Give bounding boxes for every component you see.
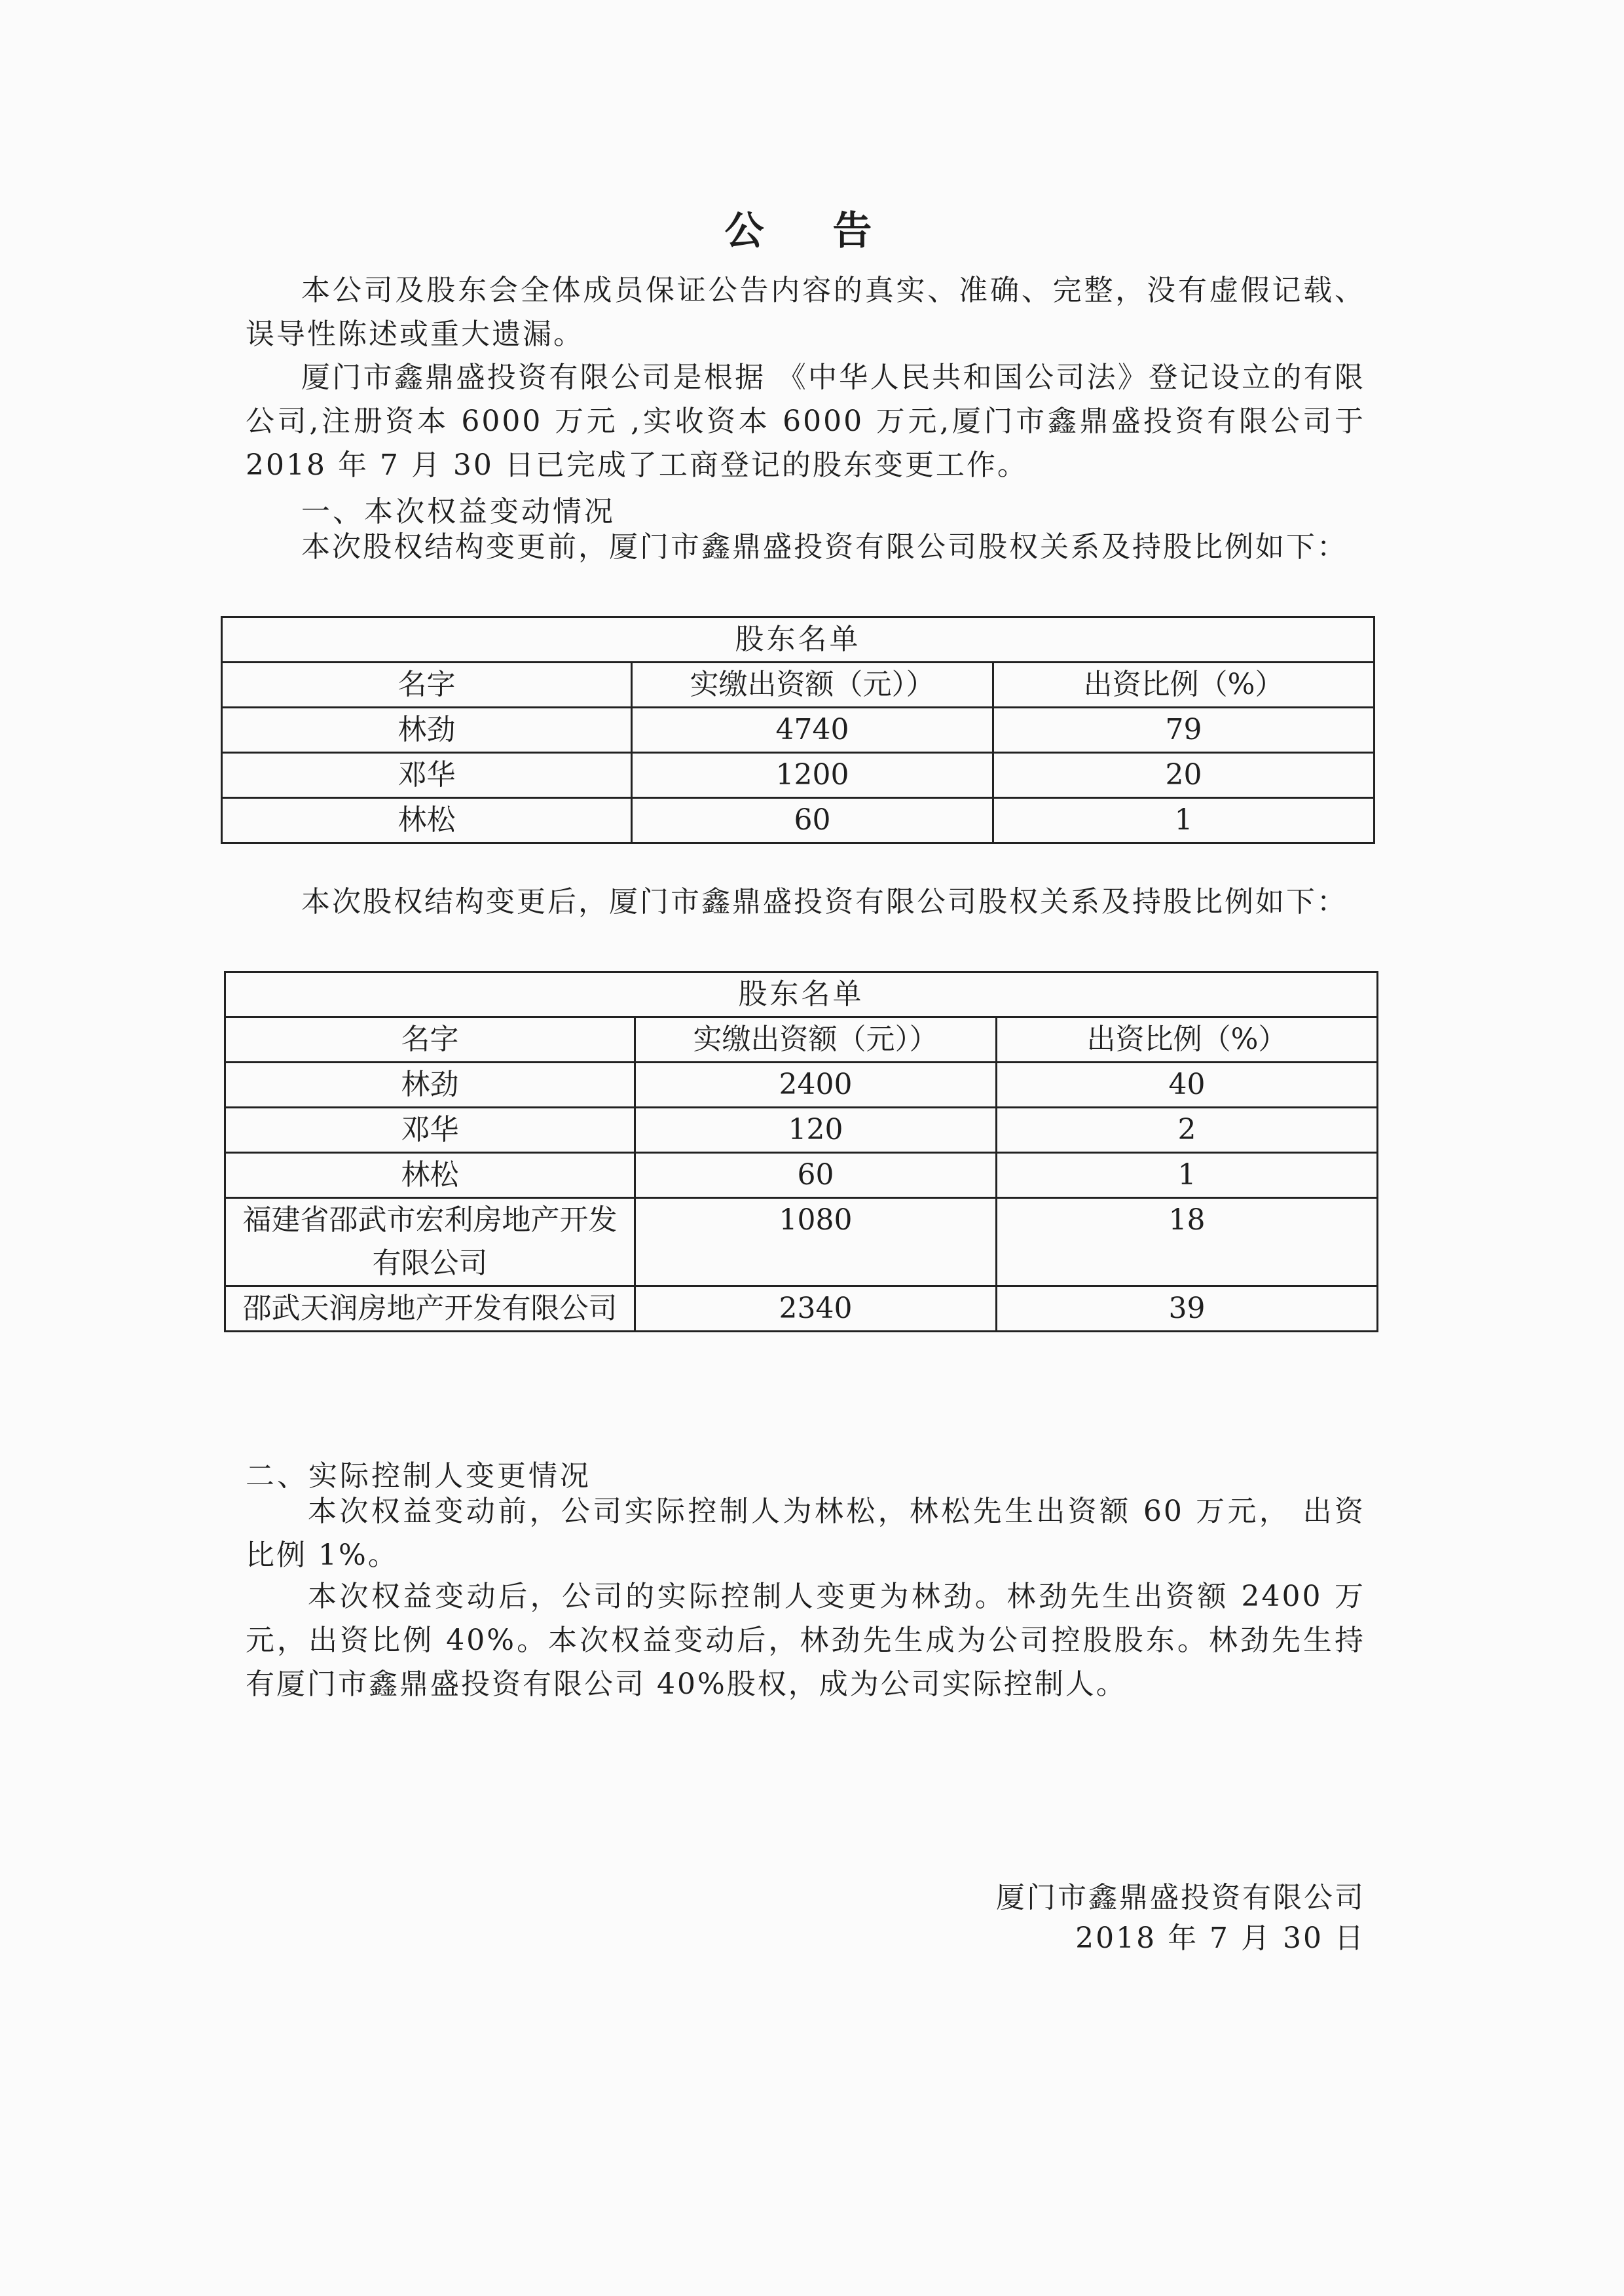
shareholder-name: 邵武天润房地产开发有限公司 — [225, 1286, 635, 1332]
paid-in-amount: 4740 — [632, 708, 993, 753]
table-row — [222, 798, 1375, 843]
share-ratio: 2 — [997, 1108, 1378, 1153]
after-change-paragraph: 本次股权结构变更后，厦门市鑫鼎盛投资有限公司股权关系及持股比例如下： — [301, 885, 1348, 919]
column-header-amount: 实缴出资额（元）） — [635, 1017, 997, 1063]
shareholder-name: 林劲 — [225, 1063, 635, 1108]
company-info-paragraph: 厦门市鑫鼎盛投资有限公司是根据 《中华人民共和国公司法》登记设立的有限公司,注册资本 6000 万元 ,实收资本 6000 万元,厦门市鑫鼎盛投资有限公司于 2018 年 7 月 30 日已完成了工商登记的股东变更工作。 — [246, 361, 1365, 482]
column-header-amount: 实缴出资额（元）） — [632, 663, 993, 708]
shareholder-name: 邓华 — [225, 1108, 635, 1153]
signature-date: 2018 年 7 月 30 日 — [1075, 1922, 1365, 1955]
share-ratio: 79 — [993, 708, 1375, 753]
disclaimer-paragraph: 本公司及股东会全体成员保证公告内容的真实、准确、完整，没有虚假记载、误导性陈述或重大遗漏。 — [246, 274, 1365, 351]
table-row — [222, 753, 1375, 798]
table-row — [225, 1198, 1378, 1286]
table-header-row — [222, 663, 1375, 708]
table-row — [222, 708, 1375, 753]
column-header-ratio: 出资比例（%） — [993, 663, 1375, 708]
table-row — [225, 1286, 1378, 1332]
shareholder-name: 福建省邵武市宏利房地产开发有限公司 — [225, 1198, 635, 1286]
share-ratio: 1 — [997, 1153, 1378, 1198]
column-header-name: 名字 — [222, 663, 632, 708]
share-ratio: 40 — [997, 1063, 1378, 1108]
before-change-paragraph: 本次股权结构变更前，厦门市鑫鼎盛投资有限公司股权关系及持股比例如下： — [301, 530, 1348, 564]
paid-in-amount: 2340 — [635, 1286, 997, 1332]
shareholder-name: 林松 — [222, 798, 632, 843]
table-row — [225, 1108, 1378, 1153]
shareholder-name: 林劲 — [222, 708, 632, 753]
table-caption: 股东名单 — [225, 972, 1378, 1017]
before-control-paragraph: 本次权益变动前，公司实际控制人为林松，林松先生出资额 60 万元， 出资比例 1%。 — [246, 1495, 1365, 1572]
shareholder-name: 林松 — [225, 1153, 635, 1198]
paid-in-amount: 1080 — [635, 1198, 997, 1286]
signature-company: 厦门市鑫鼎盛投资有限公司 — [996, 1881, 1365, 1914]
after-control-paragraph: 本次权益变动后，公司的实际控制人变更为林劲。林劲先生出资额 2400 万元，出资比例 40%。本次权益变动后，林劲先生成为公司控股股东。林劲先生持有厦门市鑫鼎盛投资有限公司 40%股权，成为公司实际控制人。 — [246, 1580, 1365, 1701]
table-row — [225, 1153, 1378, 1198]
column-header-name: 名字 — [225, 1017, 635, 1063]
paid-in-amount: 60 — [635, 1153, 997, 1198]
shareholder-table-before — [221, 616, 1375, 844]
paid-in-amount: 60 — [632, 798, 993, 843]
section2-heading: 二、实际控制人变更情况 — [246, 1459, 591, 1493]
paid-in-amount: 1200 — [632, 753, 993, 798]
paid-in-amount: 2400 — [635, 1063, 997, 1108]
section1-heading: 一、本次权益变动情况 — [301, 495, 616, 528]
share-ratio: 39 — [997, 1286, 1378, 1332]
column-header-ratio: 出资比例（%） — [997, 1017, 1378, 1063]
share-ratio: 20 — [993, 753, 1375, 798]
table-caption: 股东名单 — [222, 617, 1375, 663]
table-row — [225, 1063, 1378, 1108]
shareholder-name: 邓华 — [222, 753, 632, 798]
share-ratio: 18 — [997, 1198, 1378, 1286]
page-title: 公 告 — [724, 208, 900, 254]
share-ratio: 1 — [993, 798, 1375, 843]
table-header-row — [225, 1017, 1378, 1063]
paid-in-amount: 120 — [635, 1108, 997, 1153]
shareholder-table-after — [224, 971, 1378, 1332]
